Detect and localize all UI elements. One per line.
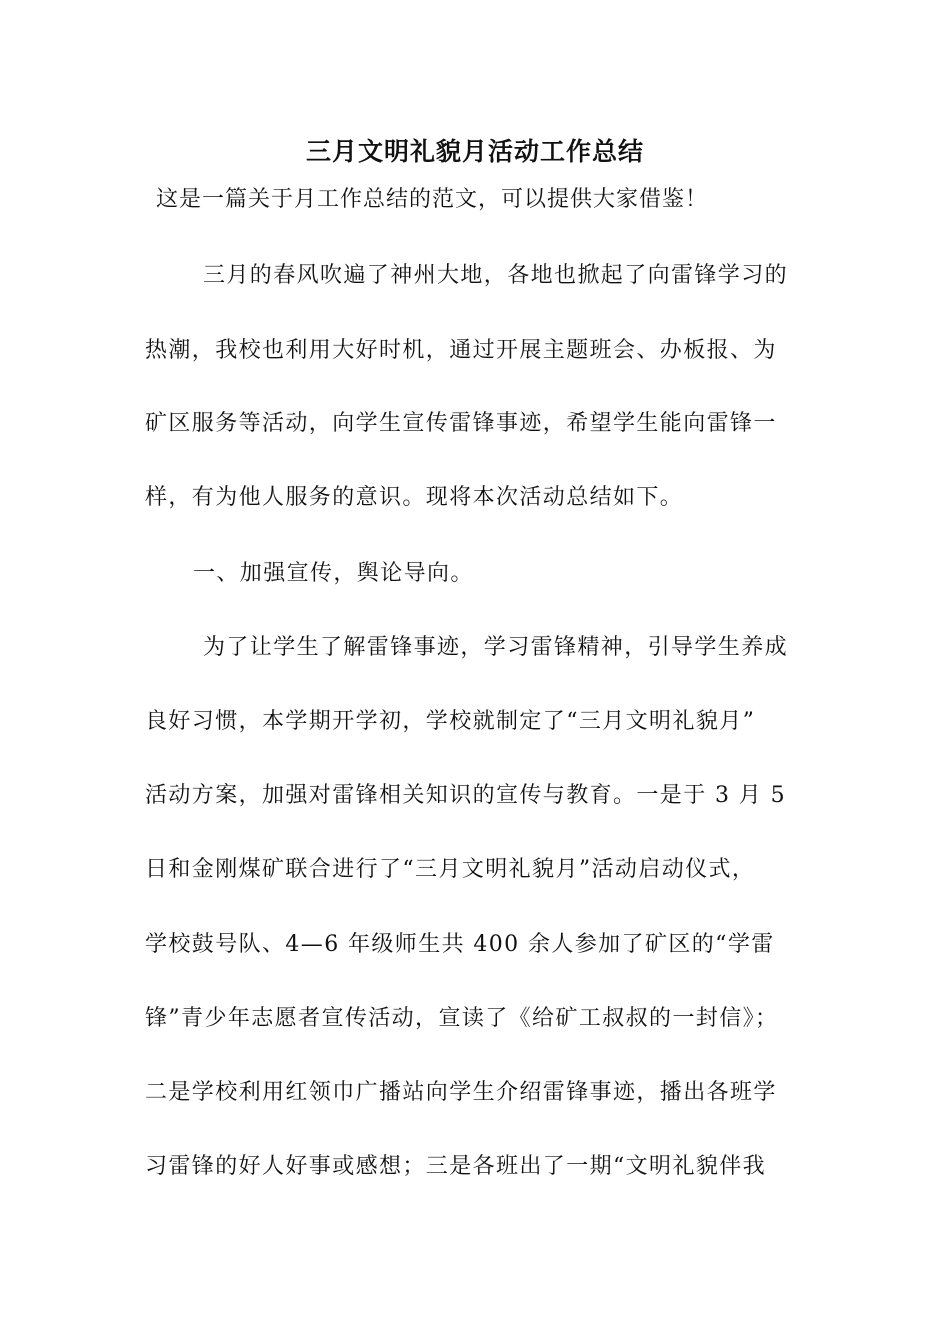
paragraph-line: 学校鼓号队、4—6 年级师生共 400 余人参加了矿区的“学雷 <box>145 932 775 957</box>
paragraph-line: 日和金刚煤矿联合进行了“三月文明礼貌月”活动启动仪式， <box>145 857 756 882</box>
paragraph-line: 习雷锋的好人好事或感想；三是各班出了一期“文明礼貌伴我 <box>145 1154 767 1179</box>
paragraph-line: 锋”青少年志愿者宣传活动，宣读了《给矿工叔叔的一封信》； <box>145 1006 779 1031</box>
paragraph-line: 为了让学生了解雷锋事迹，学习雷锋精神，引导学生养成 <box>203 635 789 660</box>
section-heading: 一、加强宣传，舆论导向。 <box>193 561 474 586</box>
paragraph-line: 样，有为他人服务的意识。现将本次活动总结如下。 <box>145 485 684 510</box>
intro-line: 这是一篇关于月工作总结的范文，可以提供大家借鉴！ <box>156 187 709 212</box>
paragraph-line: 三月的春风吹遍了神州大地，各地也掀起了向雷锋学习的 <box>203 263 789 288</box>
paragraph-line: 活动方案，加强对雷锋相关知识的宣传与教育。一是于 3 月 5 <box>145 783 786 808</box>
paragraph-line: 矿区服务等活动，向学生宣传雷锋事迹，希望学生能向雷锋一 <box>145 411 777 436</box>
document-title: 三月文明礼貌月活动工作总结 <box>305 137 644 166</box>
paragraph-line: 热潮，我校也利用大好时机，通过开展主题班会、办板报、为 <box>145 338 777 363</box>
paragraph-line: 二是学校利用红领巾广播站向学生介绍雷锋事迹，播出各班学 <box>145 1080 777 1105</box>
paragraph-line: 良好习惯，本学期开学初，学校就制定了“三月文明礼貌月” <box>145 709 756 734</box>
